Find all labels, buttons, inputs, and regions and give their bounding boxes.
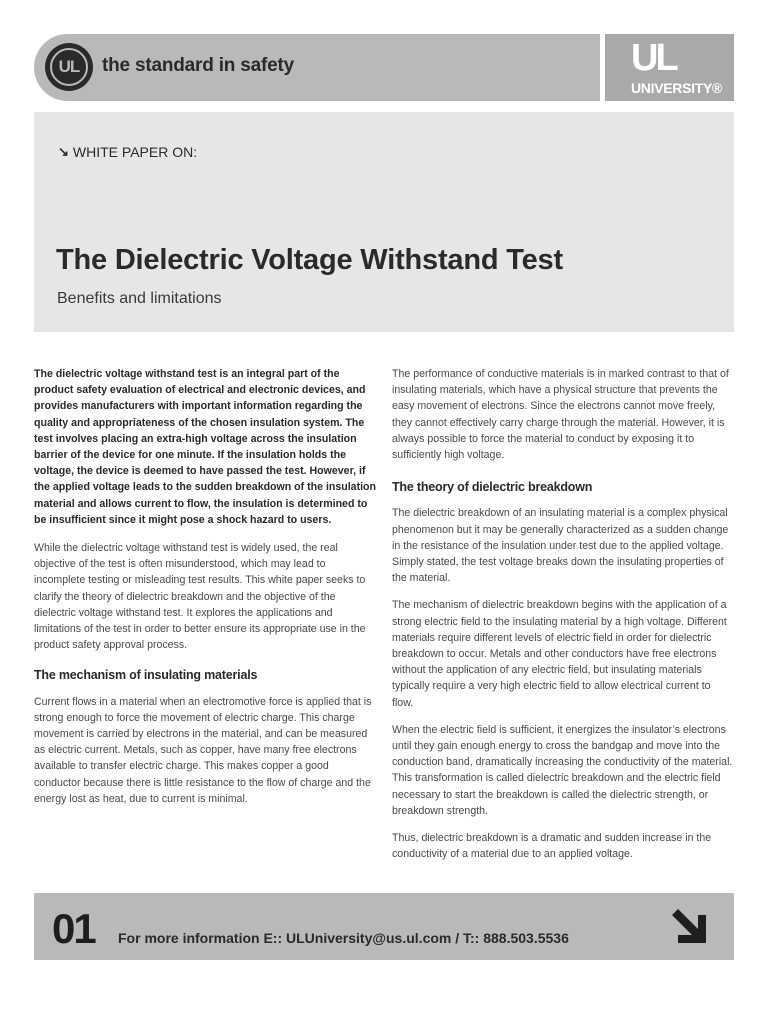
body-paragraph: Thus, dielectric breakdown is a dramatic and sudden increase in the conductivity of a material due to an applied voltage. [392,832,712,861]
intro-paragraph: While the dielectric voltage withstand test is widely used, the real objective of the test is often misunderstood, which may lead to incomplete testing or misleading test results. This white paper seeks to clarify the theory of dielectric breakdown and the objective of the dielectric voltage withstand test. It explores the applications and limitations of the test in order to better ensure its appropriate use in the product safety approval process. [34,542,366,652]
ul-logo-mark: UL [50,48,88,86]
ul-university-text: UNIVERSITY® [631,80,723,96]
page-number: 01 [52,905,95,952]
kicker [58,144,197,160]
arrow-down-right-icon: ↘ [58,144,69,159]
right-column [392,366,734,873]
body-paragraph: The performance of conductive materials is in marked contrast to that of insulating materials, which have a physical structure that prevents the easy movement of electrons. Since the electrons cannot move freely, they cannot effectively carry charge through the material. However, it is always possible to force the material to conduct by exposing it to sufficiently high voltage. [392,368,729,462]
kicker-text: WHITE PAPER ON: [72,144,198,160]
body-paragraph: Current flows in a material when an electromotive force is applied that is strong enough to force the movement of electric charge. This charge movement is carried by electrons in the material, and can be measured as electric current. Metals, such as copper, have many free electrons available to transfer electric charge. This makes copper a good conductor because there is little resistance to the flow of charge and the energy lost as heat, due to current is minimal. [34,695,372,805]
ul-university-mark: UL [631,37,676,79]
tagline: the standard in safety [102,55,294,76]
body-paragraph: The dielectric breakdown of an insulating material is a complex physical phenomenon but it may be generally characterized as a sudden change in the resistance of the insulation under test due to the applied voltage. Simply stated, the test voltage breaks down the insulating properties of the material. [392,507,729,585]
contact-info: For more information E:: ULUniversity@us.ul.com / T:: 888.503.5536 [118,930,569,946]
body-paragraph: The mechanism of dielectric breakdown begins with the application of a strong electric field to the insulating material by a high voltage. Different materials require different levels of electric field in order for dielectric breakdown to occur. Metals and other conductors have free electrons without the application of any electric field, but insulating materials typically require a very high electric field to allow electrical current to flow. [392,599,727,709]
body-paragraph: When the electric field is sufficient, it energizes the insulator’s electrons until they gain enough energy to cross the bandgap and move into the conduction band, dramatically increasing the conductivity of the material. This transformation is called dielectric breakdown and the electric field necessary to start the breakdown is called the dielectric strength, or breakdown strength. [392,723,733,817]
lead-paragraph: The dielectric voltage withstand test is an integral part of the product safety evaluation of electrical and electronic devices, and provides manufacturers with important information regarding the quality and appropriateness of the chosen insulation system. The test involves placing an extra-high voltage across the insulation barrier of the device for one minute. If the insulation holds the voltage, the device is deemed to have passed the test. However, if the applied voltage leads to the sudden breakdown of the insulation material and allows current to flow, the insulation is determined to be insufficient since it might pose a shock hazard to users. [34,368,376,526]
page-title: The Dielectric Voltage Withstand Test [56,244,563,276]
footer-bar [34,893,734,960]
left-column [34,366,378,818]
arrow-down-right-icon [668,905,710,947]
ul-logo [45,43,93,91]
page-subtitle: Benefits and limitations [57,290,222,307]
section-heading-insulating-materials: The mechanism of insulating materials [34,668,258,683]
section-heading-dielectric-breakdown: The theory of dielectric breakdown [392,480,593,495]
